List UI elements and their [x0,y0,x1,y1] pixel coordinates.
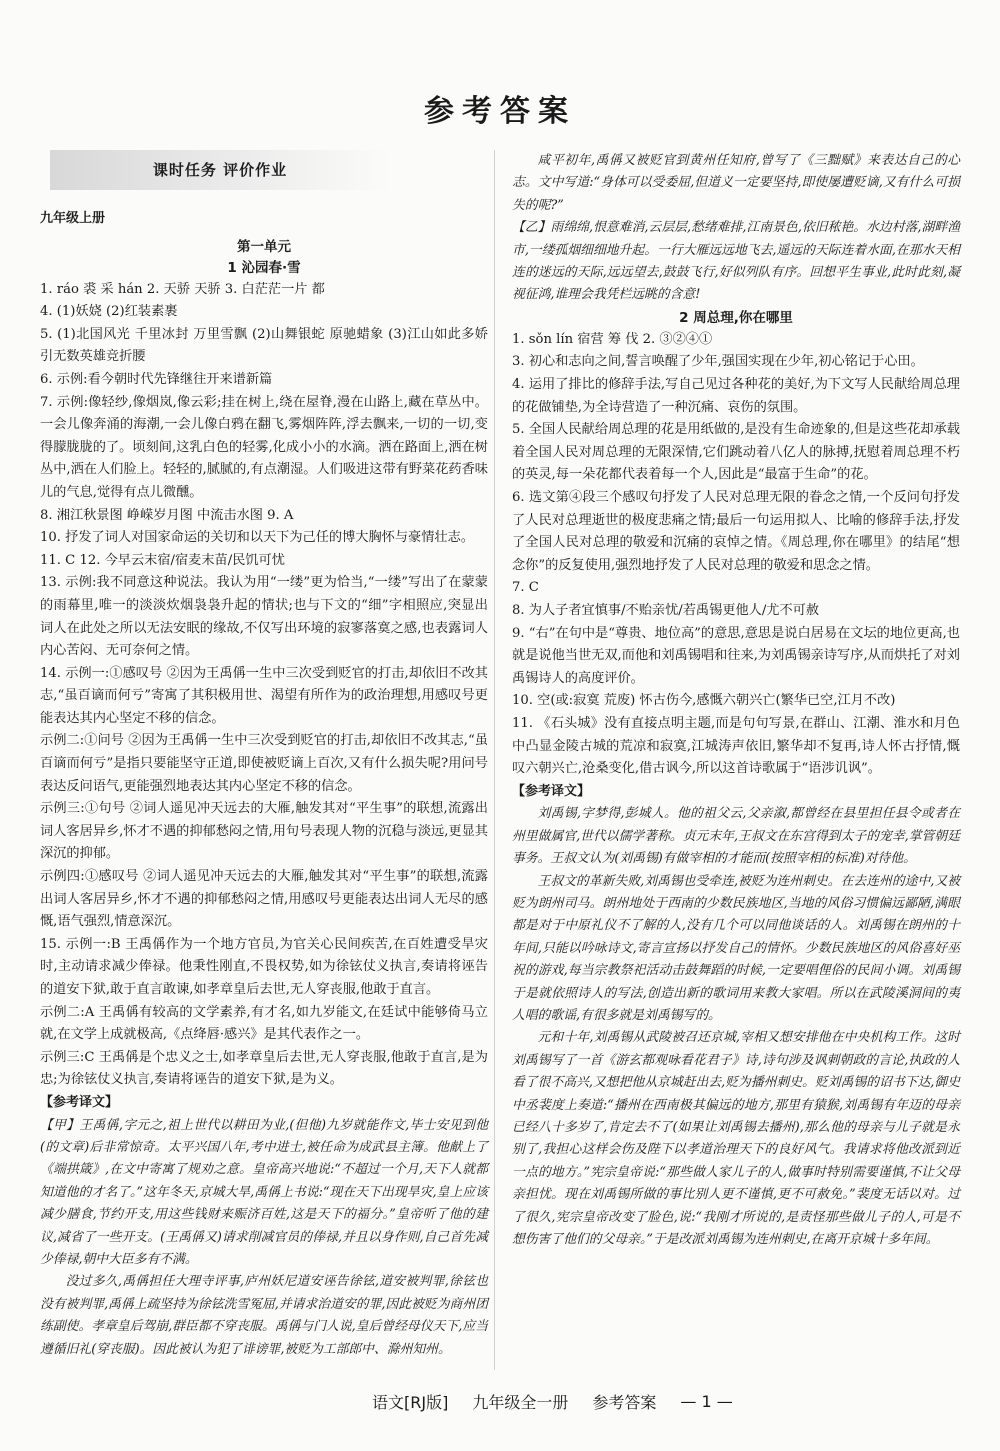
answer-item: 7. 示例:像轻纱,像烟岚,像云彩;挂在树上,绕在屋脊,漫在山路上,藏在草丛中。一会儿像奔涌的海潮,一会儿像白鸦在翻飞,雾烟阵阵,浮去飘来,一切的一切,变得朦胧胧的了。顷刻间,这乳白色的轻雾,化成小小的水滴。洒在路面上,洒在树丛中,洒在人们脸上。轻轻的,腻腻的,有点潮湿。人们吸进这带有野菜花药香味儿的气息,觉得有点儿微醺。 [40,394,488,500]
lesson-title: 2 周总理,你在哪里 [679,309,793,326]
lesson2-answers [512,329,960,781]
answer-item: 6. 选文第④段三个感叹句抒发了人民对总理无限的眷念之情,一个反问句抒发了人民对总理逝世的极度悲痛之情;最后一句运用拟人、比喻的修辞手法,抒发了全国人民对总理的敬爱和沉痛的哀悼之情。《周总理,你在哪里》的结尾“想念你”的反复使用,强烈地抒发了人民对总理的敬爱和思念之情。 [512,490,960,573]
page-title: 参考答案 [424,94,576,129]
answer-item: 9. “右”在句中是“尊贵、地位高”的意思,意思是说白居易在文坛的地位更高,也就是说他当世无双,而他和刘禹锡唱和往来,为刘禹锡亲诗写序,从而烘托了对刘禹锡诗人的高度评价。 [512,625,960,686]
left-column [40,150,488,1361]
page-number: — 1 — [680,1392,733,1411]
answer-item: 6. 示例:看今朝时代先锋继往开来谱新篇 [40,371,273,387]
translation-paragraph: 刘禹锡,字梦得,彭城人。他的祖父云,父亲溆,都曾经在县里担任县令或者在州里做属官,世代以儒学著称。贞元末年,王叔文在东宫得到太子的宠幸,掌管朝廷事务。王叔文认为(刘禹锡)有做宰相的才能而(按照宰相的标准)对待他。 [512,806,960,867]
translation-paragraph: 元和十年,刘禹锡从武陵被召还京城,宰相又想安排他在中央机构工作。这时刘禹锡写了一首《游玄都观咏看花君子》诗,诗句涉及讽刺朝政的言论,执政的人看了很不高兴,又想把他从京城赶出去,贬为播州刺史。贬刘禹锡的诏书下达,御史中丞裴度上奏道:“播州在西南极其偏远的地方,那里有猿猴,刘禹锡有年迈的母亲已经八十多岁了,肯定去不了(如果让刘禹锡去播州),那么他的母亲与儿子就是永别了,我担心这样会伤及陛下以孝道治理天下的良好风气。我请求将他改派到近一点的地方。”宪宗皇帝说:“那些做人家儿子的人,做事时特别需要谨慎,不让父母亲担忧。现在刘禹锡所做的事比别人更不谨慎,更不可赦免。”裴度无话以对。过了很久,宪宗皇帝改变了脸色,说:“我刚才所说的,是责怪那些做儿子的人,可是不想伤害了他们的父母亲。”于是改派刘禹锡为连州刺史,在离开京城十多年间。 [512,1030,960,1248]
answer-item: 1. sǒn lín 宿营 筹 伐 2. ③②④① [512,331,713,347]
answer-item: 5. (1)北国风光 千里冰封 万里雪飘 (2)山舞银蛇 原驰蜡象 (3)江山如此多娇 引无数英雄竞折腰 [40,326,488,365]
lesson-title: 1 沁园春·雪 [227,259,301,276]
lesson1-answers [40,279,488,1092]
column-divider [494,150,495,1370]
footer-book: 语文[RJ版] [372,1393,449,1412]
right-column [512,150,960,1251]
footer-grade-volume: 九年级全一册 [472,1393,569,1412]
unit-title: 第一单元 [237,238,291,255]
reference-translation-heading: 【参考译文】 [512,783,591,799]
section-banner: 课时任务 评价作业 [50,150,390,190]
answer-item: 示例三:①句号 ②词人遥见冲天远去的大雁,触发其对“平生事”的联想,流露出词人客居异乡,怀才不遇的抑郁愁闷之情,用句号表现人物的沉稳与淡远,更显其深沉的抑郁。 [40,801,488,862]
answer-item: 5. 全国人民献给周总理的花是用纸做的,是没有生命迹象的,但是这些花却承载着全国人民对周总理的无限深情,它们跳动着八亿人的脉搏,抚慰着周总理不朽的英灵,每一朵花都代表着每一个人,因此是“最富于生命”的花。 [512,422,960,483]
reference-translation-heading: 【参考译文】 [40,1094,119,1110]
answer-item: 10. 空(或:寂寞 荒废) 怀古伤今,感慨六朝兴亡(繁华已空,江月不改) [512,693,896,709]
translation-paragraph: 王叔文的革新失败,刘禹锡也受牵连,被贬为连州刺史。在去连州的途中,又被贬为朗州司马。朗州地处于西南的少数民族地区,当地的风俗习惯偏远鄙陋,满眼都是对于中原礼仪不了解的人,没有几个可以同他谈话的人。刘禹锡在朗州的十年间,只能以吟咏诗文,寄言宣扬以抒发自己的情怀。少数民族地区的风俗喜好巫祝的游戏,每当宗教祭祀活动击鼓舞蹈的时候,一定要唱俚俗的民间小调。刘禹锡于是就依照诗人的写法,创造出新的歌词用来教大家唱。所以在武陵溪洞间的夷人唱的歌谣,有很多就是刘禹锡写的。 [512,873,960,1023]
page-footer [372,1390,733,1413]
answer-item: 示例三:C 王禹偁是个忠义之士,如孝章皇后去世,无人穿丧服,他敢于直言,是为忠;为徐铉仗义执言,奏请将诬告的道安下狱,是为义。 [40,1049,488,1088]
answer-item: 8. 湘江秋景图 峥嵘岁月图 中流击水图 9. A [40,507,294,523]
translation-paragraph: 【乙】雨绵绵,恨意难消,云层层,愁绪难排,江南景色,依旧秾艳。水边村落,湖畔渔市,一缕孤烟细细地升起。一行大雁远远地飞去,遥远的天际连着水面,在那水天相连的迷远的天际,远远望去,鼓鼓飞行,好似列队有序。回想平生事业,此时此刻,凝视征鸿,谁理会我凭栏远眺的含意! [512,220,960,303]
answer-item: 14. 示例一:①感叹号 ②因为王禹偁一生中三次受到贬官的打击,却依旧不改其志,“虽百谪而何亏”寄寓了其积极用世、渴望有所作为的政治理想,用感叹号更能表达其内心坚定不移的信念。 [40,665,488,726]
answer-item: 10. 抒发了词人对国家命运的关切和以天下为己任的博大胸怀与豪情壮志。 [40,530,474,546]
answer-item: 1. ráo 裘 采 hán 2. 天骄 天骄 3. 白茫茫一片 都 [40,281,325,297]
answer-item: 11. C 12. 今早云末宿/宿麦末苗/民饥可忧 [40,552,285,568]
answer-item: 4. (1)妖娆 (2)红装素裹 [40,304,178,320]
answer-item: 15. 示例一:B 王禹偁作为一个地方官员,为官关心民间疾苦,在百姓遭受旱灾时,主动请求减少俸禄。他秉性刚直,不畏权势,如为徐铉仗义执言,奏请将诬告的道安下狱,敢于直言敢谏,如孝章皇后去世,无人穿丧服,他敢于直言。 [40,936,488,997]
translation-paragraph: 【甲】王禹偁,字元之,祖上世代以耕田为业,(但他)九岁就能作文,毕士安见到他(的文章)后非常惊奇。太平兴国八年,考中进士,被任命为成武县主簿。他献上了《端拱箴》,在文中寄寓了规劝之意。皇帝高兴地说:“不超过一个月,天下人就都知道他的才名了。”这年冬天,京城大旱,禹偁上书说:“现在天下出现旱灾,皇上应该减少膳食,节约开支,用这些钱财来赈济百姓,这是天下的福分。”皇帝听了他的建议,减省了一些开支。(王禹偁又)请求削减官员的俸禄,并且以身作则,自己首先减少俸禄,朝中大臣多有不满。 [40,1117,488,1267]
answer-item: 示例二:A 王禹偁有较高的文学素养,有才名,如九岁能文,在廷试中能够倚马立就,在文学上成就极高,《点绛唇·感兴》是其代表作之一。 [40,1004,488,1043]
answer-item: 13. 示例:我不同意这种说法。我认为用“一缕”更为恰当,“一缕”写出了在蒙蒙的雨幕里,唯一的淡淡炊烟袅袅升起的情状;也与下文的“细”字相照应,突显出词人在此处之所以无法安眠的缘故,不仅写出环境的寂寥落寞之感,也表露词人内心苦闷、无可奈何之情。 [40,575,488,659]
translation-paragraph: 没过多久,禹偁担任大理寺评事,庐州妖尼道安诬告徐铉,道安被判罪,徐铉也没有被判罪,禹偁上疏坚持为徐铉洗雪冤屈,并请求治道安的罪,因此被贬为商州团练副使。孝章皇后驾崩,群臣都不穿丧服。禹偁与门人说,皇后曾经母仪天下,应当遵循旧礼(穿丧服)。因此被认为犯了诽谤罪,被贬为工部郎中、滁州知州。 [40,1274,488,1357]
answer-item: 示例四:①感叹号 ②词人遥见冲天远去的大雁,触发其对“平生事”的联想,流露出词人客居异乡,怀才不遇的抑郁愁闷之情,用感叹号更能表达出词人无尽的感慨,语气强烈,情意深沉。 [40,869,488,930]
grade-label: 九年级上册 [40,211,106,226]
answer-item: 3. 初心和志向之间,誓言唤醒了少年,强国实现在少年,初心铭记于心田。 [512,354,924,370]
answer-item: 8. 为人子者宜慎事/不贻亲忧/若禹锡更他人/尤不可赦 [512,602,820,618]
answer-item: 示例二:①问号 ②因为王禹偁一生中三次受到贬官的打击,却依旧不改其志,“虽百谪而何亏”是指只要能坚守正道,即使被贬谪上百次,又有什么损失呢?用问号表达反问语气,更能强烈地表达其内心坚定不移的信念。 [40,733,488,794]
footer-section: 参考答案 [592,1393,657,1412]
answer-item: 7. C [512,580,539,596]
translation-paragraph: 咸平初年,禹偁又被贬官到黄州任知府,曾写了《三黜赋》来表达自己的心志。文中写道:“身体可以受委屈,但道义一定要坚持,即使屡遭贬谪,又有什么可损失的呢?” [512,153,960,213]
answer-item: 11. 《石头城》没有直接点明主题,而是句句写景,在群山、江潮、淮水和月色中凸显金陵古城的荒凉和寂寞,江城涛声依旧,繁华却不复再,诗人怀古抒情,慨叹六朝兴亡,沧桑变化,借古讽今,所以这首诗歌属于“语涉讥讽”。 [512,715,960,777]
answer-item: 4. 运用了排比的修辞手法,写自己见过各种花的美好,为下文写人民献给周总理的花做铺垫,为全诗营造了一种沉痛、哀伤的氛围。 [512,377,960,415]
